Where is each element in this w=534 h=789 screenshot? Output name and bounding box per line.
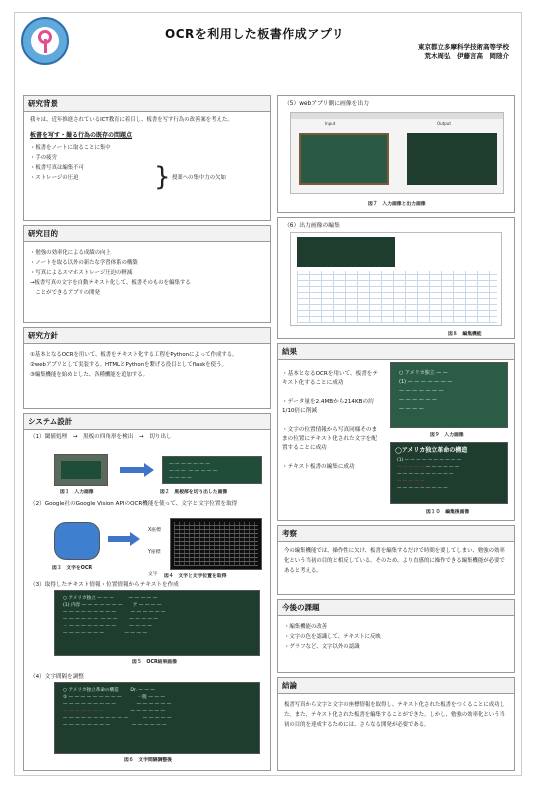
edit-section <box>277 217 515 339</box>
list-item: →板書写真の文字を自動テキスト化して、板書そのものを編集する <box>30 280 191 286</box>
figure-caption: 図１０ 編集後画像 <box>426 510 470 515</box>
list-item: ②webアプリとして実装する。HTMLとPythonを繋げる役目としてflaskを使う。 <box>30 362 227 368</box>
conclusion-section <box>277 677 515 771</box>
figure-input-board: ○ アメリカ独立 — — (1) — — — — — — — — — — — — — — — — — — — — — — — — <box>390 362 508 428</box>
poster-header <box>15 13 522 91</box>
list-item: ことができるアプリの開発 <box>30 290 100 296</box>
purpose-section <box>23 225 271 323</box>
problems-heading: 板書を写す・撮る行為の既存の問題点 <box>30 132 133 139</box>
design-section <box>23 413 271 771</box>
purpose-list <box>24 242 270 300</box>
problems-side-note: 授業への集中力の欠如 <box>172 175 226 181</box>
results-section <box>277 343 515 521</box>
school-logo <box>21 17 69 65</box>
section-heading: 結論 <box>278 678 514 694</box>
list-item: ・テキスト板書の編集に成功 <box>282 464 355 470</box>
future-section <box>277 599 515 673</box>
section-heading: システム設計 <box>24 414 270 430</box>
board-title: ◯アメリカ独立革命の構造 <box>395 447 468 454</box>
step2-text: （2）Google社のGoogle Vision APIのOCR機能を使って、文字と文字位置を取得 <box>30 501 238 507</box>
arrow-icon <box>108 536 130 542</box>
list-item: ・データ量を2.4MBから214KBの約1/10倍に削減 <box>282 399 374 414</box>
figure-caption: 図８ 編集機能 <box>448 332 482 337</box>
figure-cropped-board: — — — — — — — — — — — — — — — — — — — <box>162 456 262 484</box>
figure-caption: 図９ 入力画像 <box>430 433 464 438</box>
conclusion-text: 板書写真から文字と文字の座標情報を取得し、テキスト化された板書をつくることに成功した。また、テキスト化された板書を編集することができた。しかし、勉強の効率化という当初の目的を達成するためには、さらなる開発が必要である。 <box>284 702 505 728</box>
list-item: ・写真によるスマホストレージ圧迫の軽減 <box>30 270 133 276</box>
affiliation <box>418 43 509 61</box>
discussion-text: 今の編集機能では、操作性に欠け、板書を編集するだけで時間を要してしまい、勉強の効率化という当初の目的と相反している。そのため、より直感的に操作できる編集機能が必要であると考える。 <box>284 548 505 574</box>
policy-list <box>24 344 270 382</box>
xcoord-label: X座標 <box>148 528 161 533</box>
section-heading: 研究目的 <box>24 226 270 242</box>
list-item: ・ノートを取る以外の新たな学習体系の構築 <box>30 260 138 266</box>
figure-caption: 図１ 入力画像 <box>60 490 94 495</box>
authors: 荒木周弘 伊藤言高 岡陸介 <box>424 52 509 60</box>
figure-caption: 図４ 文字と文字位置を取得 <box>164 574 227 579</box>
web-output-section <box>277 95 515 213</box>
background-section <box>23 95 271 221</box>
char-label: 文字 <box>148 572 158 577</box>
arrow-icon <box>130 532 140 546</box>
list-item: ・手の疲労 <box>30 155 57 161</box>
results-list <box>282 370 382 472</box>
arrow-icon <box>120 467 144 473</box>
brain-icon <box>54 522 100 560</box>
step1-text: （1）閾値処理 → 黒板の四角形を検出 → 切り出し <box>30 434 172 440</box>
list-item: ・文字の位置情報から写真同様そのままの位置にテキスト化された文字を配置することに成功 <box>282 427 378 451</box>
poster <box>14 12 522 776</box>
policy-section <box>23 327 271 409</box>
section-heading: 研究方針 <box>24 328 270 344</box>
input-label: Input <box>325 121 336 126</box>
list-item: ①基本となるOCRを用いて、板書をテキスト化する工程をPythonによって作成する。 <box>30 352 238 358</box>
figure-coordinates-table <box>170 518 262 570</box>
figure-ocr-result: ○ アメリカ独立 — — — — — — — — (1) 内容 — — — — — — — ア — — — — — — — — — — — — — — — — — — — — — — — — — — — — — — — — — ・ — — — — — — — — — — — — — — — — — — — — — — — <box>54 590 260 656</box>
edit-heading: （6）出力画像の編集 <box>284 223 340 229</box>
output-label: Output <box>437 121 451 126</box>
list-item: ・板書写真は編集不可 <box>30 165 84 171</box>
section-heading: 結果 <box>278 344 514 360</box>
step4-text: （4）文字間隔を調整 <box>30 674 84 680</box>
step3-text: （3）取得したテキスト情報・位置情報からテキストを作成 <box>30 582 179 588</box>
discussion-section <box>277 525 515 595</box>
figure-web-app <box>290 112 504 194</box>
poster-title: OCRを利用した板書作成アプリ <box>165 27 345 41</box>
figure-edit-feature <box>290 232 502 326</box>
figure-spacing-adjusted: ○ アメリカ独立革命の構造 Dr. — — — ① — — — — — — — — — 一般 — — — — — — — — — — — — — — — — — — — — — — — — — — — — — — — — — — — — — — — — — — — — — — — — — — — — — — — — — — — — — <box>54 682 260 754</box>
section-heading: 考察 <box>278 526 514 542</box>
section-heading: 研究背景 <box>24 96 270 112</box>
ycoord-label: Y座標 <box>148 550 161 555</box>
figure-edited-board: ◯アメリカ独立革命の構造 (1) — — — — — — — — — — — — — — — — — — — — — — — — — — — — — — — — — — — — — — — — — — — — — <box>390 442 508 504</box>
list-item: ・文字の色を認識して、テキストに反映 <box>284 634 381 640</box>
list-item: ・グラフなど、文字以外の認識 <box>284 644 360 650</box>
figure-caption: 図２ 黒板部を切り出した画像 <box>160 490 228 495</box>
figure-caption: 図７ 入力画像と出力画像 <box>368 202 426 207</box>
list-item: ・板書をノートに取ることに集中 <box>30 145 111 151</box>
arrow-icon <box>144 463 154 477</box>
section-heading: 今後の課題 <box>278 600 514 616</box>
list-item: ・勉強の効率化による成績の向上 <box>30 250 111 256</box>
list-item: ・基本となるOCRを用いて、板書をテキスト化することに成功 <box>282 371 378 386</box>
school-name: 東京都立多摩科学技術高等学校 <box>418 43 509 51</box>
list-item: ・ストレージの圧迫 <box>30 175 79 181</box>
list-item: ・編集機能の改善 <box>284 624 328 630</box>
future-list <box>278 616 514 654</box>
figure-caption: 図３ 文字をOCR <box>52 566 93 571</box>
figure-caption: 図６ 文字間隔調整後 <box>124 758 172 763</box>
list-item: ③編集機能を始めとした、各種機能を追加する。 <box>30 372 149 378</box>
brace-icon: } <box>154 162 171 192</box>
background-text: 我々は、近年推進されているICT教育に着目し、板書を写す行為の改善案を考えた。 <box>30 117 233 123</box>
figure-caption: 図５ OCR結果画像 <box>132 660 177 665</box>
web-heading: （5）webアプリ側に画像を出力 <box>284 101 370 107</box>
figure-input-image <box>54 454 108 486</box>
coord-labels <box>148 520 161 586</box>
